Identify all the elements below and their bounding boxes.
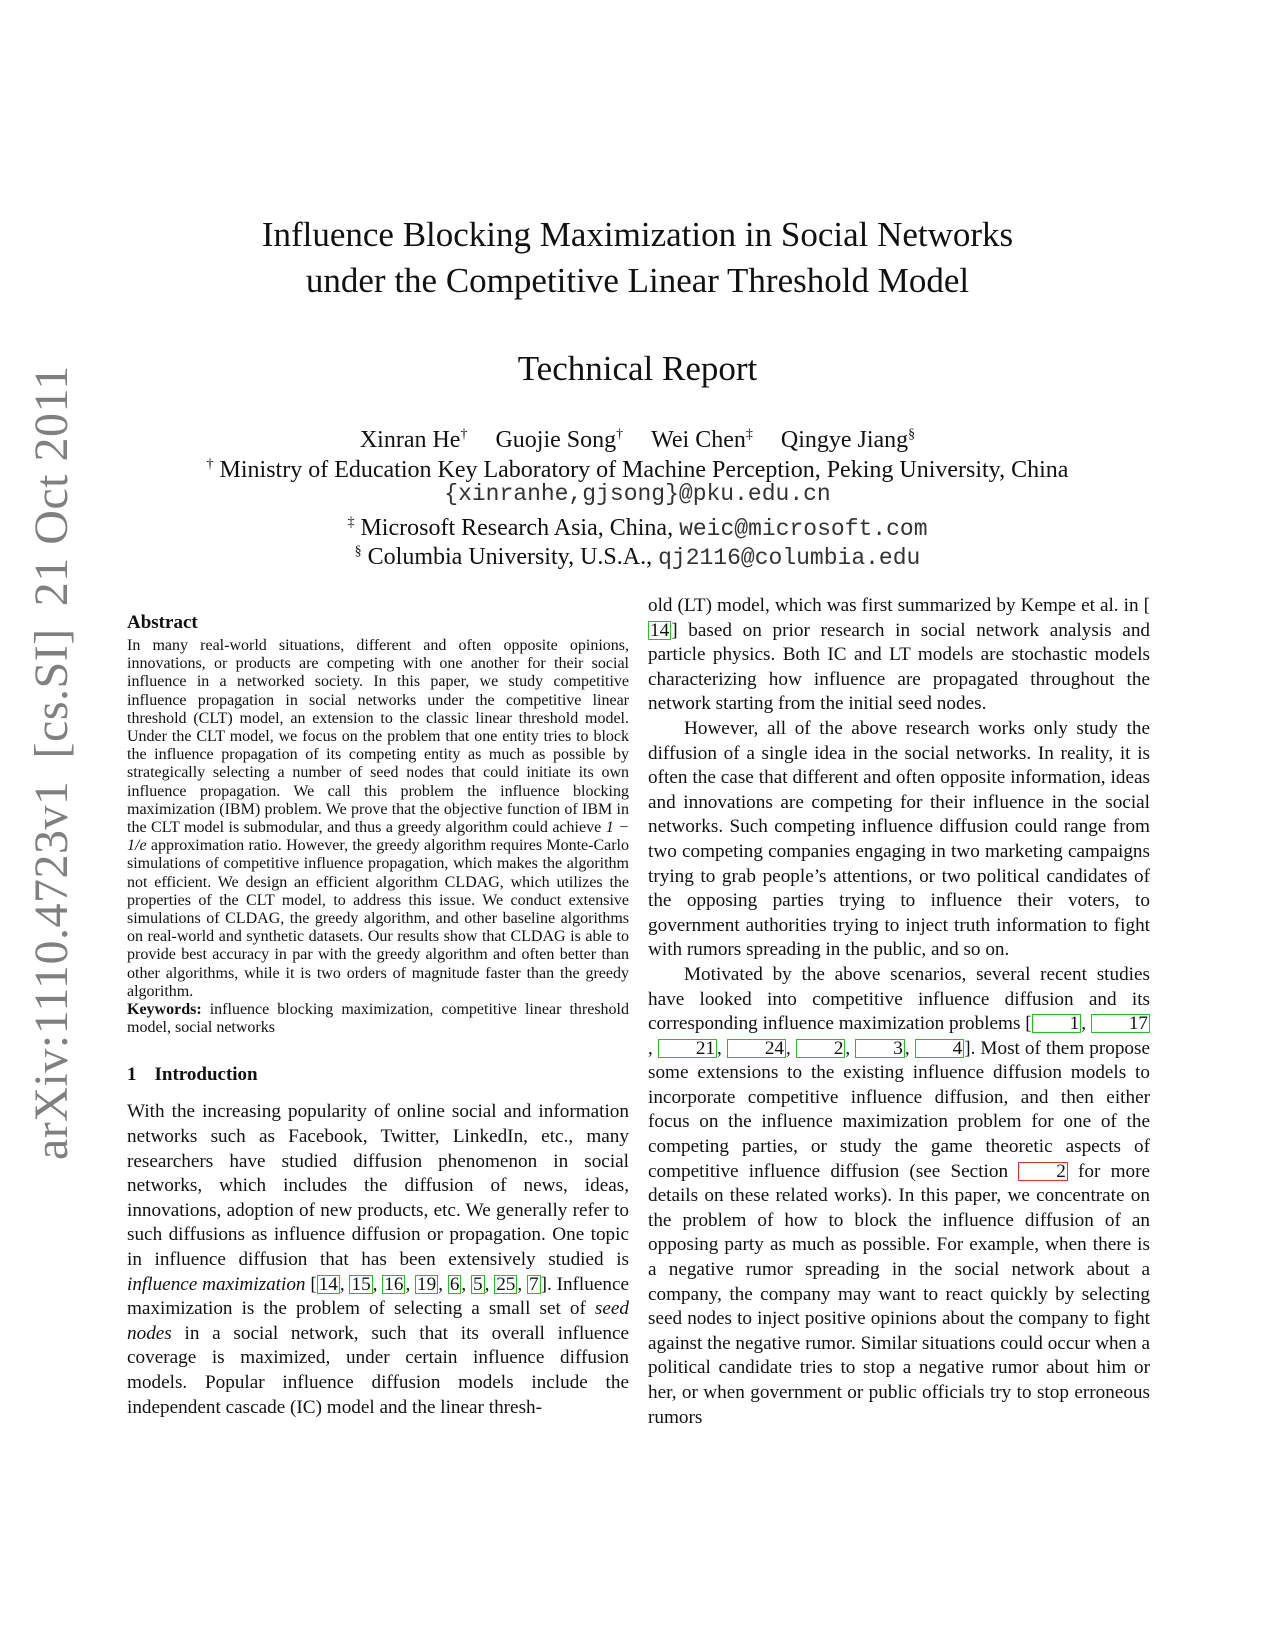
citation-link[interactable]: 16 [384, 1273, 404, 1295]
citation-link[interactable]: 1 [1032, 1014, 1082, 1033]
body-paragraph: However, all of the above research works only study the diffusion of a single idea in the social networks. In reality, it is often the case that different and often opposite information, ideas and innovations are competing for their influence in the social networks. Such competing influence diffusion could range from two competing companies engaging in two marketing campaigns trying to grab people’s attentions, or two political candidates of the opposing parties trying to influence their voters, to government authorities trying to inject truth information to fight with rumors spreading in the public, and so on. [648, 717, 1150, 961]
citation-link[interactable]: 4 [915, 1039, 965, 1058]
affiliation-3-email: qj2116@columbia.edu [658, 545, 921, 571]
citation-link[interactable]: 24 [727, 1039, 786, 1058]
author: Wei Chen‡ [651, 427, 753, 453]
arxiv-id: arXiv:1110.4723v1 [25, 780, 78, 1160]
author: Qingye Jiang§ [780, 427, 916, 453]
citation-link[interactable]: 6 [449, 1273, 460, 1295]
body-paragraph: Motivated by the above scenarios, several recent studies have looked into competitive influence diffusion and its corresponding influence maximization problems [ 1 , 17, 21 , 24 , 2 , 3 , 4 ]. Most of them propose some extensions to the existing influence diffusion models to incorporate competitive influence diffusion, and then either focus on the influence maximization problem for one of the competing parties, or study the game theoretic aspects of competitive influence diffusion (see Section 2 for more details on these related works). In this paper, we concentrate on the problem of how to block the influence diffusion of an opposing party as much as possible. For example, when there is a negative rumor spreading in the social network about a company, the company may want to react quickly by selecting seed nodes to inject positive opinions about the company to fight against the negative rumor. Similar situations could occur when a political candidate tries to stop a negative rumor about him or her, or when government or public officials try to stop erroneous rumors [648, 963, 1151, 1428]
affiliation-1: † Ministry of Education Key Laboratory of Machine Perception, Peking University, China [206, 457, 1069, 483]
abstract-heading: Abstract [127, 612, 198, 633]
affiliation-3: § Columbia University, U.S.A., qj2116@columbia.edu [354, 544, 921, 571]
keywords: Keywords: influence blocking maximization, competitive linear threshold model, social networks [127, 1001, 629, 1037]
citation-link[interactable]: 2 [796, 1039, 846, 1058]
citation-link[interactable]: 14 [650, 619, 670, 641]
section-heading-introduction: 1 Introduction [127, 1064, 258, 1086]
arxiv-category: [cs.SI] [25, 628, 78, 759]
author: Guojie Song† [495, 427, 624, 453]
citation-link[interactable]: 3 [855, 1039, 905, 1058]
citation-link[interactable]: 15 [351, 1273, 371, 1295]
citation-link[interactable]: 7 [528, 1273, 539, 1295]
citation-link[interactable]: 5 [473, 1273, 483, 1295]
citation-link[interactable]: 19 [417, 1273, 437, 1295]
citation-link[interactable]: 21 [658, 1039, 717, 1058]
affiliation-1-email: {xinranhe,gjsong}@pku.edu.cn [444, 481, 831, 507]
section-reference-link[interactable]: 2 [1018, 1162, 1068, 1181]
intro-paragraph: With the increasing popularity of online social and information networks such as Facebook, Twitter, LinkedIn, etc., many researchers have studied diffusion phenomenon in social networks, which includes the diffusion of news, ideas, innovations, adoption of new products, etc. We generally refer to such diffusions as influence diffusion or propagation. One topic in influence diffusion that has been extensively studied is influence maximization [ 14 , 15 , 16 , 19 , 6 , 5 , 25 , 7 ]. Influence maximization is the problem of selecting a small set of seed nodes in a social network, such that its overall influence coverage is maximized, under certain influence diffusion models. Popular influence diffusion models include the independent cascade (IC) model and the linear thresh- [127, 1101, 630, 1418]
left-column [127, 612, 629, 1420]
citation-link[interactable]: 14 [318, 1273, 338, 1295]
body-paragraph: old (LT) model, which was first summarized by Kempe et al. in [14 ] based on prior research in social network analysis and particle physics. Both IC and LT models are stochastic models characterizing how influence are propagated throughout the network starting from the initial seed nodes. [648, 595, 1151, 715]
affiliation-2-email: weic@microsoft.com [679, 516, 928, 542]
citation-link[interactable]: 25 [496, 1273, 516, 1295]
paper-title-line-2: under the Competitive Linear Threshold Model [305, 261, 970, 300]
abstract-text: In many real-world situations, different and often opposite opinions, innovations, or products are competing with one another for their social influence in a networked society. In this paper, we study competitive influence propagation in social networks under the competitive linear threshold (CLT) model, an extension to the classic linear threshold model. Under the CLT model, we focus on the problem that one entity tries to block the influence propagation of its competing entity as much as possible by strategically selecting a number of seed nodes that could initiate its own influence propagation. We call this problem the influence blocking maximization (IBM) problem. We prove that the objective function of IBM in the CLT model is submodular, and thus a greedy algorithm could achieve 1 − 1/e approximation ratio. However, the greedy algorithm requires Monte-Carlo simulations of competitive influence propagation, which makes the algorithm not efficient. We design an efficient algorithm CLDAG, which utilizes the properties of the CLT model, to address this issue. We conduct extensive simulations of CLDAG, the greedy algorithm, and other baseline algorithms on real-world and synthetic datasets. Our results show that CLDAG is able to provide best accuracy in par with the greedy algorithm and often better than other algorithms, while it is two orders of magnitude faster than the greedy algorithm. [127, 637, 630, 1000]
affiliation-2: ‡ Microsoft Research Asia, China, weic@microsoft.com [347, 515, 928, 542]
arxiv-date: 21 Oct 2011 [25, 365, 78, 607]
citation-link[interactable]: 17 [1091, 1014, 1150, 1033]
paper-title-line-1: Influence Blocking Maximization in Social Networks [261, 215, 1014, 254]
author: Xinran He† [359, 427, 468, 453]
paper-subtitle: Technical Report [517, 349, 758, 388]
right-column [648, 594, 1150, 1430]
math-expression: 1 − 1/e [127, 819, 630, 855]
